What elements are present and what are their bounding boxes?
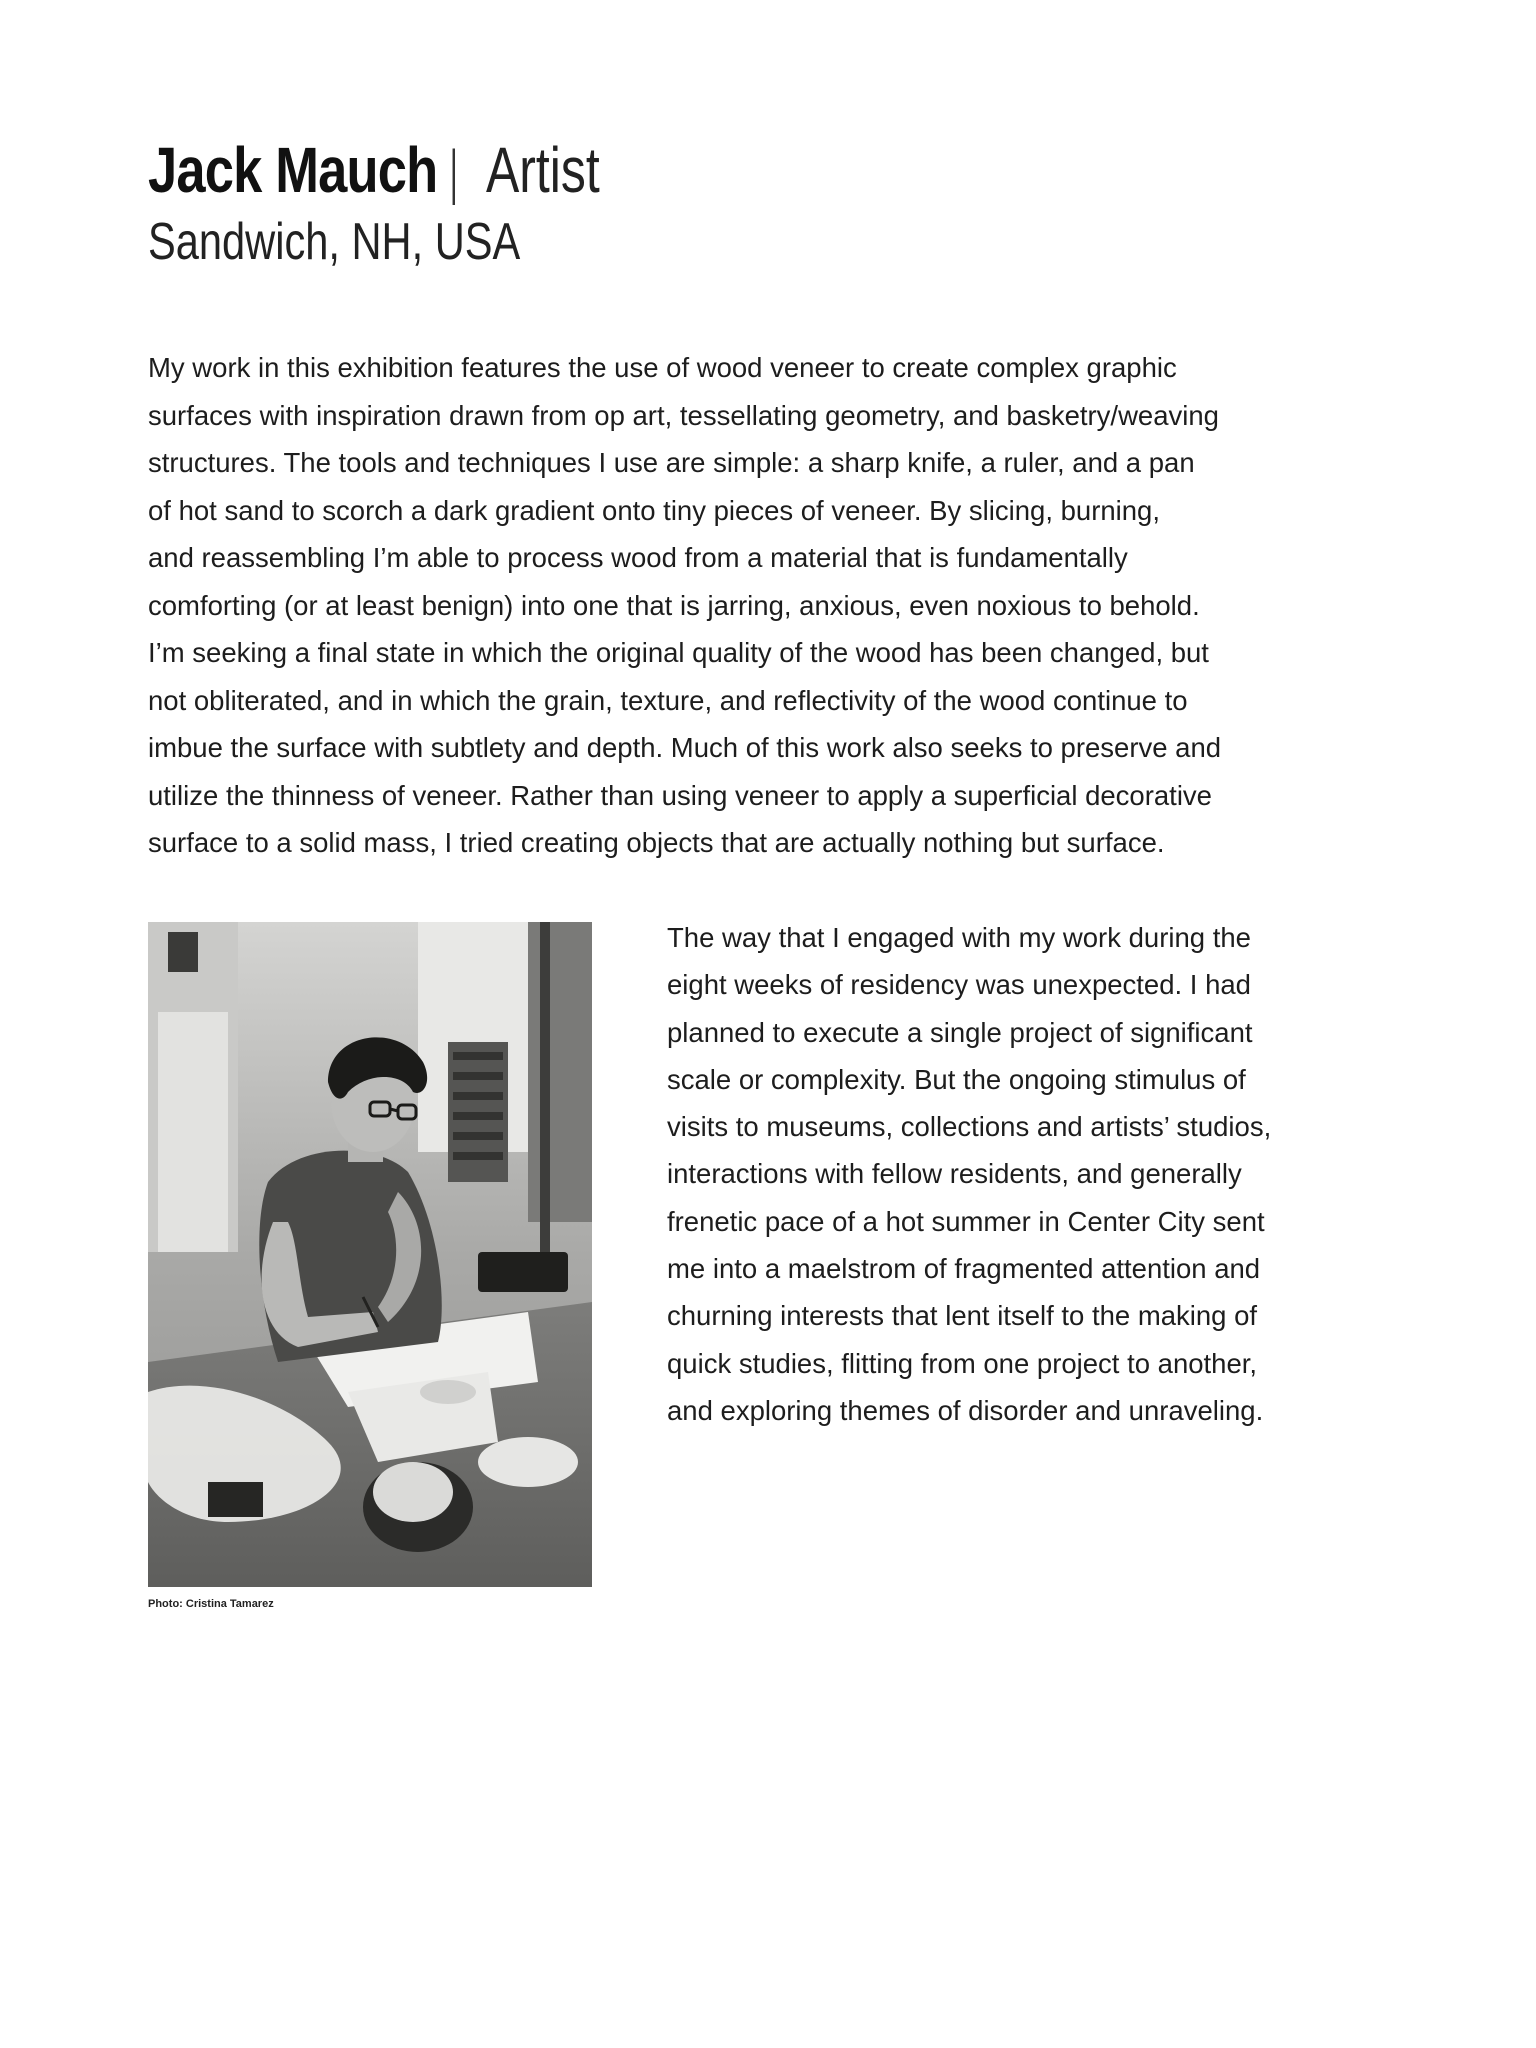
residency-line: and exploring themes of disorder and unraveling. (667, 1394, 1264, 1426)
page-header (148, 134, 1348, 271)
intro-line: not obliterated, and in which the grain, texture, and reflectivity of the wood continue to (148, 684, 1188, 716)
artist-photo-illustration (148, 922, 592, 1587)
residency-line: eight weeks of residency was unexpected. I had (667, 969, 1251, 1001)
intro-line: structures. The tools and techniques I use are simple: a sharp knife, a ruler, and a pan (148, 447, 1195, 478)
intro-line: My work in this exhibition features the use of wood veneer to create complex graphic (148, 352, 1177, 383)
intro-line: surfaces with inspiration drawn from op art, tessellating geometry, and basketry/weaving (148, 399, 1219, 431)
residency-line: frenetic pace of a hot summer in Center City sent (667, 1205, 1265, 1237)
residency-line: me into a maelstrom of fragmented attention and (667, 1253, 1261, 1285)
residency-line: The way that I engaged with my work during the (667, 922, 1251, 953)
artist-name: Jack Mauch (148, 134, 438, 206)
residency-line: planned to execute a single project of significant (667, 1016, 1253, 1048)
photo-caption: Photo: Cristina Tamarez (148, 1598, 274, 1610)
residency-line: scale or complexity. But the ongoing stimulus of (667, 1063, 1246, 1095)
intro-line: utilize the thinness of veneer. Rather than using veneer to apply a superficial decorative (148, 779, 1212, 811)
title-line (148, 134, 1348, 206)
residency-line: visits to museums, collections and artists’ studios, (667, 1111, 1272, 1143)
residency-line: quick studies, flitting from one project to another, (667, 1347, 1258, 1379)
intro-line: imbue the surface with subtlety and depth. Much of this work also seeks to preserve and (148, 732, 1222, 763)
artist-photo (148, 922, 592, 1587)
title-separator: | (449, 138, 458, 205)
intro-line: of hot sand to scorch a dark gradient onto tiny pieces of veneer. By slicing, burning, (148, 494, 1160, 526)
intro-paragraph (148, 344, 1408, 867)
intro-line: and reassembling I’m able to process wood from a material that is fundamentally (148, 542, 1128, 573)
residency-line: churning interests that lent itself to the making of (667, 1300, 1258, 1332)
artist-location: Sandwich, NH, USA (148, 213, 521, 271)
residency-line: interactions with fellow residents, and generally (667, 1158, 1242, 1190)
intro-line: I’m seeking a final state in which the original quality of the wood has been changed, but (148, 637, 1209, 668)
artist-role: Artist (485, 134, 600, 206)
residency-paragraph (667, 914, 1407, 1434)
intro-line: surface to a solid mass, I tried creating objects that are actually nothing but surface. (148, 827, 1165, 858)
intro-line: comforting (or at least benign) into one that is jarring, anxious, even noxious to behold. (148, 589, 1200, 621)
